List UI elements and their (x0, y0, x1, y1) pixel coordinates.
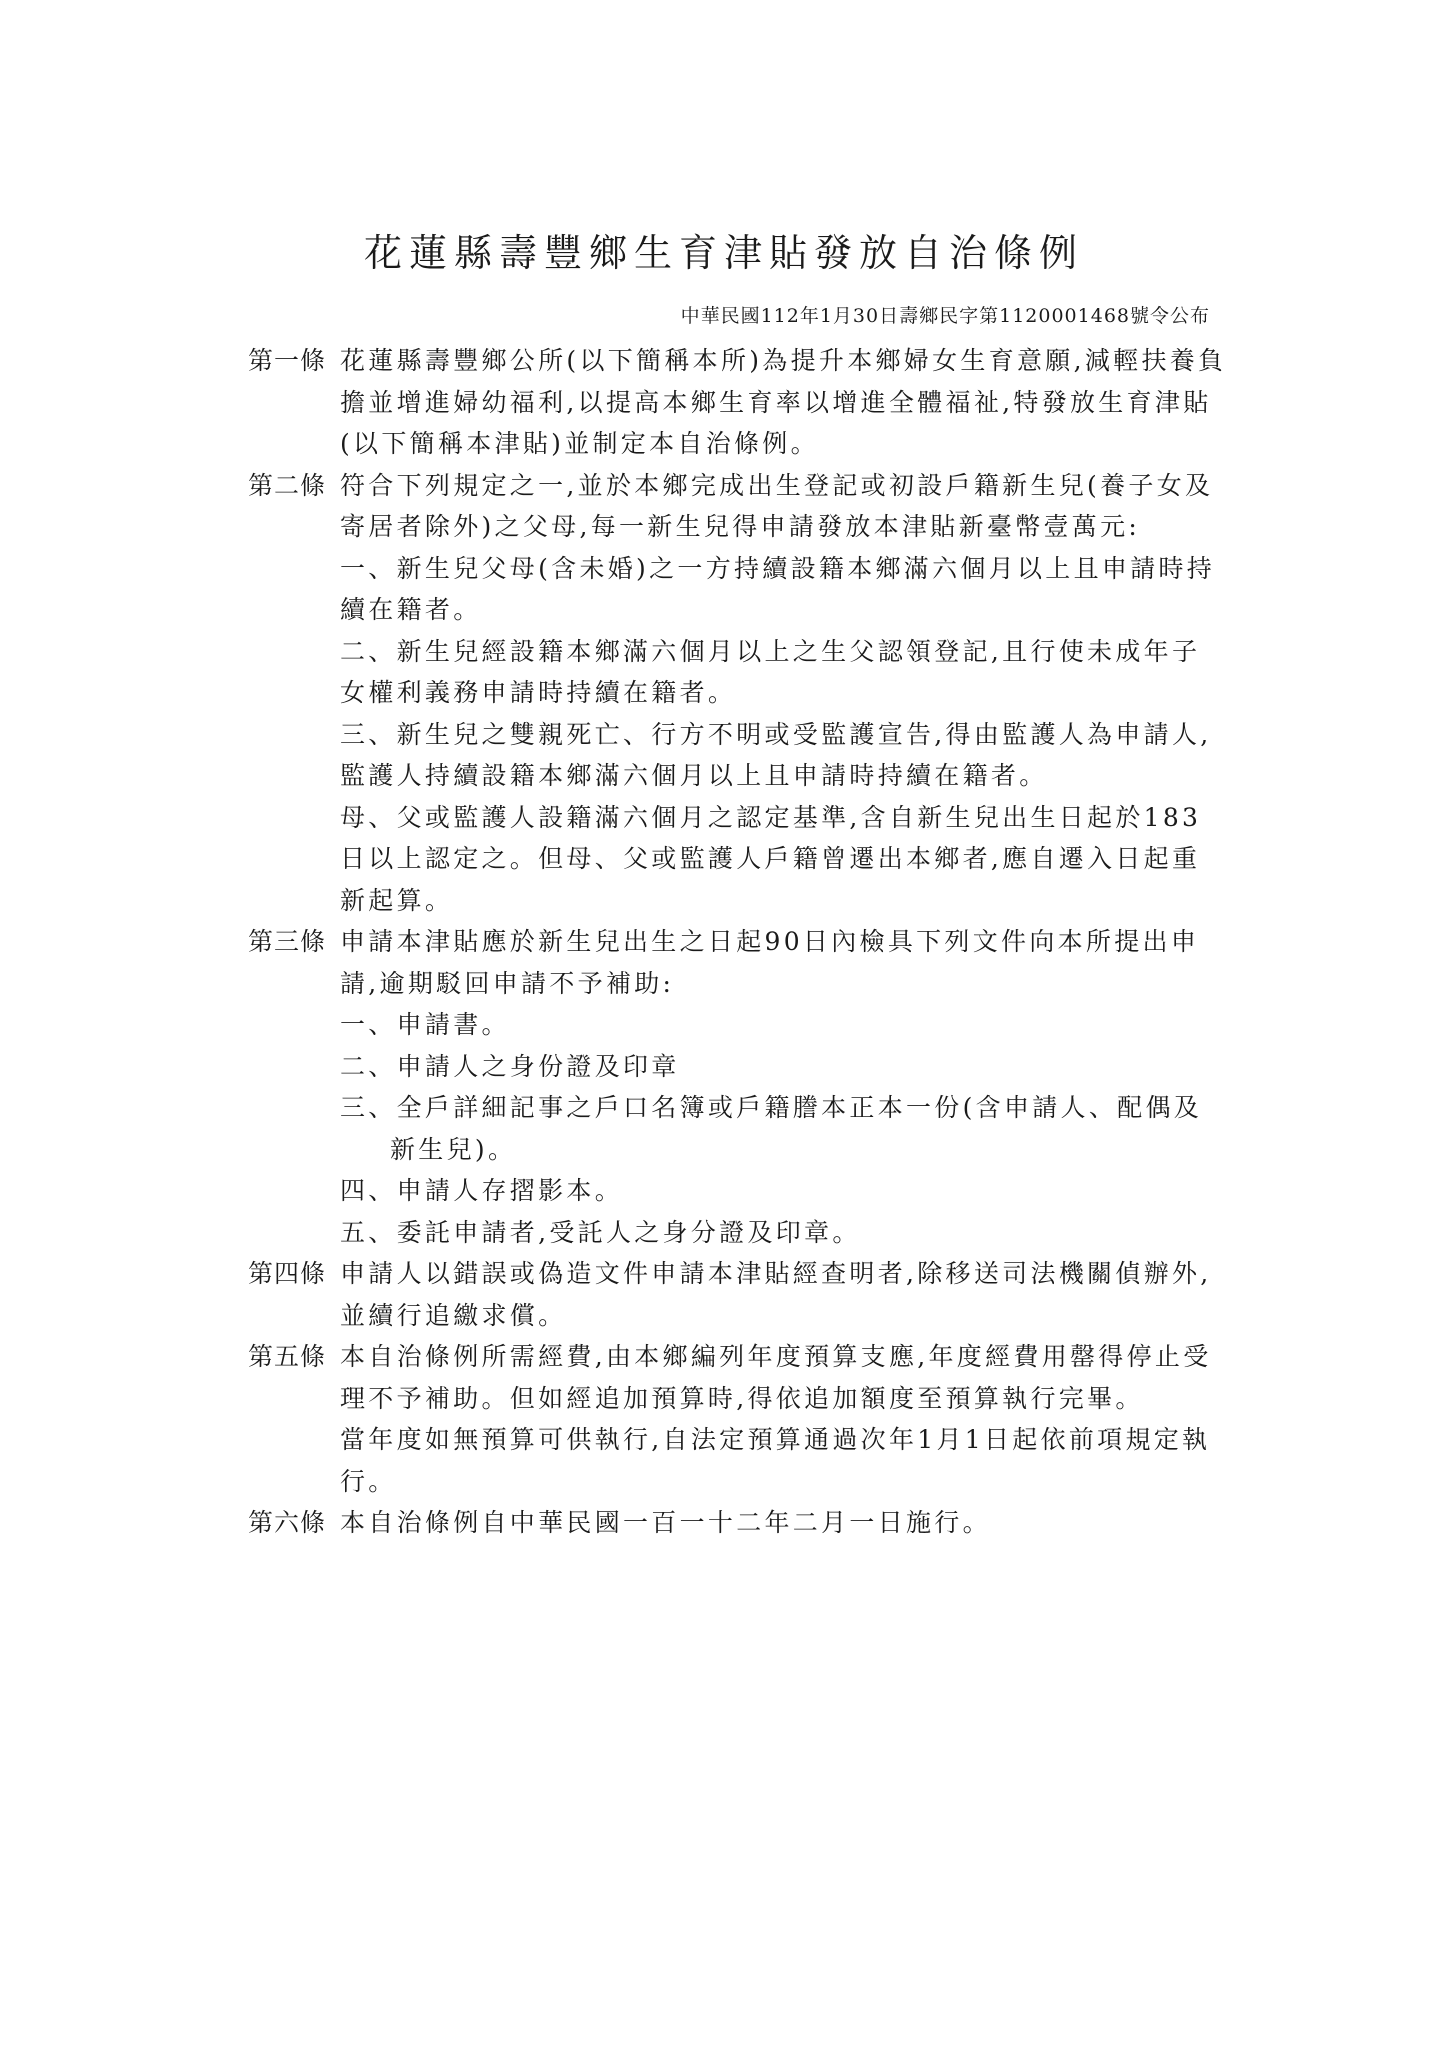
article-item: 一、申請書。 (340, 1010, 510, 1039)
article-label: 第一條 (248, 346, 327, 375)
article-item: 三、全戶詳細記事之戶口名簿或戶籍謄本正本一份(含申請人、配偶及新生兒)。 (340, 1093, 1203, 1164)
article-body (340, 1502, 1228, 1544)
article-body (340, 340, 1228, 465)
article-4 (248, 1253, 1228, 1336)
article-6 (248, 1502, 1228, 1544)
article-3 (248, 921, 1228, 1253)
article-paragraph: 本自治條例所需經費,由本鄉編列年度預算支應,年度經費用罄得停止受理不予補助。但如經追加預算時,得依追加額度至預算執行完畢。 (340, 1342, 1212, 1413)
article-paragraph: 申請人以錯誤或偽造文件申請本津貼經查明者,除移送司法機關偵辦外,並續行追繳求償。 (340, 1259, 1212, 1330)
article-item: 四、申請人存摺影本。 (340, 1176, 624, 1205)
article-body (340, 921, 1228, 1253)
article-item: 二、申請人之身份證及印章 (340, 1051, 680, 1081)
article-intro: 符合下列規定之一,並於本鄉完成出生登記或初設戶籍新生兒(養子女及寄居者除外)之父母,每一新生兒得申請發放本津貼新臺幣壹萬元: (340, 470, 1214, 541)
article-body (340, 465, 1228, 922)
article-item: 二、新生兒經設籍本鄉滿六個月以上之生父認領登記,且行使未成年子女權利義務申請時持續在籍者。 (340, 636, 1201, 707)
article-paragraph: 花蓮縣壽豐鄉公所(以下簡稱本所)為提升本鄉婦女生育意願,減輕扶養負擔並增進婦幼福利,以提高本鄉生育率以增進全體福祉,特發放生育津貼(以下簡稱本津貼)並制定本自治條例。 (340, 346, 1227, 458)
article-label: 第六條 (248, 1508, 327, 1537)
article-1 (248, 340, 1228, 465)
article-item: 三、新生兒之雙親死亡、行方不明或受監護宣告,得由監護人為申請人,監護人持續設籍本鄉滿六個月以上且申請時持續在籍者。 (340, 719, 1212, 790)
article-body (340, 1253, 1228, 1336)
article-5 (248, 1336, 1228, 1502)
article-label: 第三條 (248, 927, 327, 956)
article-intro: 申請本津貼應於新生兒出生之日起90日內檢具下列文件向本所提出申請,逾期駁回申請不予補助: (340, 927, 1200, 998)
article-body (340, 1336, 1228, 1502)
article-closing: 母、父或監護人設籍滿六個月之認定基準,含自新生兒出生日起於183日以上認定之。但母、父或監護人戶籍曾遷出本鄉者,應自遷入日起重新起算。 (340, 802, 1202, 915)
article-item: 一、新生兒父母(含未婚)之一方持續設籍本鄉滿六個月以上且申請時持續在籍者。 (340, 553, 1216, 624)
article-closing: 當年度如無預算可供執行,自法定預算通過次年1月1日起依前項規定執行。 (340, 1425, 1211, 1496)
article-label: 第四條 (248, 1259, 327, 1288)
article-2 (248, 465, 1228, 922)
regulation-body (248, 340, 1228, 1544)
article-item: 五、委託申請者,受託人之身分證及印章。 (340, 1217, 861, 1247)
document-title: 花蓮縣壽豐鄉生育津貼發放自治條例 (363, 231, 1084, 275)
article-paragraph: 本自治條例自中華民國一百一十二年二月一日施行。 (340, 1508, 991, 1537)
article-label: 第五條 (248, 1342, 327, 1371)
article-label: 第二條 (248, 470, 327, 500)
promulgation-note: 中華民國112年1月30日壽鄉民字第1120001468號令公布 (680, 305, 1210, 327)
